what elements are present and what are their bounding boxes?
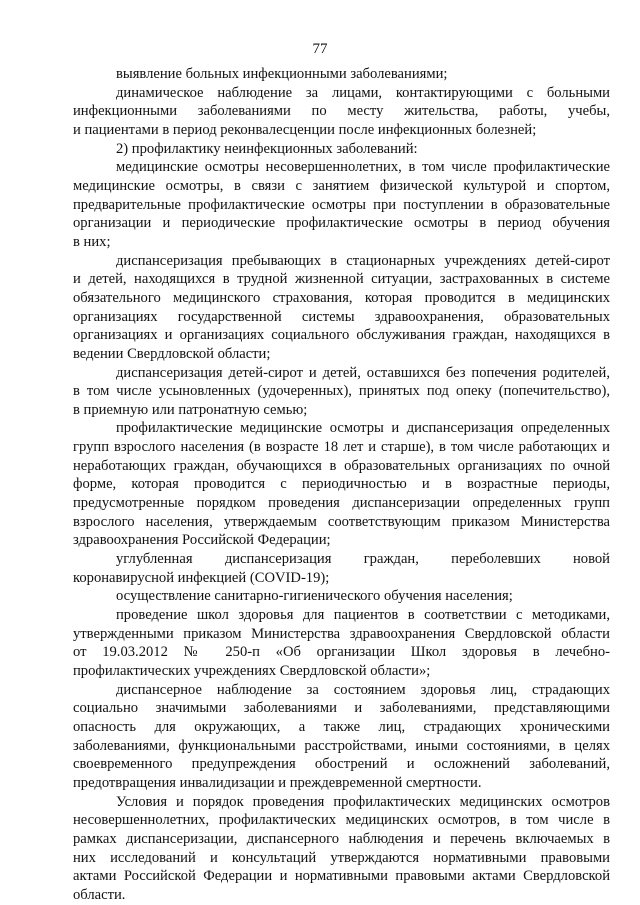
- paragraph-line: предотвращения инвалидизации и преждевременной смертности.: [73, 774, 482, 791]
- paragraph-line: обязательного медицинского страхования, которая проводится в медицинских: [73, 289, 610, 306]
- paragraph-line: осуществление санитарно-гигиенического обучения населения;: [116, 588, 513, 605]
- paragraph-line: заболеваниями, функциональными расстройствами, иными состояниями, в целях: [73, 737, 610, 754]
- paragraph: [73, 140, 610, 159]
- paragraph-line: предусмотренные порядком проведения диспансеризации определенных групп: [73, 495, 610, 512]
- paragraph: [73, 158, 610, 251]
- paragraph-line: организациях и организациях социального обслуживания граждан, находящихся в: [73, 327, 610, 344]
- paragraph: [73, 587, 610, 606]
- paragraph: [73, 65, 610, 84]
- paragraph-line: рамках диспансеризации, диспансерного наблюдения и перечень включаемых в: [73, 830, 610, 847]
- paragraph-line: профилактических учреждениях Свердловской области»;: [73, 663, 431, 679]
- paragraph: [73, 84, 610, 140]
- paragraph: [73, 793, 610, 905]
- paragraph-line: в приемную или патронатную семью;: [73, 401, 308, 418]
- paragraph-line: проведение школ здоровья для пациентов в соответствии с методиками,: [116, 607, 610, 624]
- paragraph-line: неработающих граждан, обучающихся в образовательных организациях по очной: [73, 457, 610, 474]
- paragraph-line: своевременного предупреждения обострений и осложнений заболеваний,: [73, 756, 610, 773]
- paragraph-line: предварительные профилактические осмотры при поступлении в образовательные: [73, 196, 610, 213]
- paragraph-line: в них;: [73, 233, 111, 250]
- paragraph-line: здравоохранения Российской Федерации;: [73, 532, 331, 549]
- paragraph-line: и пациентами в период реконвалесценции после инфекционных болезней;: [73, 121, 537, 138]
- paragraph: [73, 252, 610, 364]
- paragraph-line: в том числе усыновленных (удочеренных), принятых под опеку (попечительство),: [73, 383, 610, 400]
- paragraph-line: взрослого населения, утверждаемым соответствующим приказом Министерства: [73, 513, 610, 530]
- paragraph: [73, 681, 610, 793]
- paragraph-line: динамическое наблюдение за лицами, контактирующими с больными: [116, 84, 610, 101]
- paragraph-line: диспансеризация детей-сирот и детей, оставшихся без попечения родителей,: [116, 364, 610, 381]
- paragraph-line: Условия и порядок проведения профилактических медицинских осмотров: [116, 793, 610, 810]
- paragraph-line: утвержденными приказом Министерства здравоохранения Свердловской области: [73, 625, 610, 642]
- paragraph-line: от 19.03.2012 № 250-п «Об организации Школ здоровья в лечебно-: [73, 644, 610, 661]
- paragraph-line: социально значимыми заболеваниями и заболеваниями, представляющими: [73, 700, 610, 717]
- paragraph: [73, 550, 610, 587]
- paragraph-line: групп взрослого населения (в возрасте 18 лет и старше), в том числе работающих и: [73, 439, 610, 456]
- paragraph: [73, 364, 610, 420]
- page-number: 77: [312, 41, 328, 57]
- paragraph-line: диспансерное наблюдение за состоянием здоровья лиц, страдающих: [116, 681, 610, 698]
- paragraph-line: форме, которая проводится с периодичностью и в возрастные периоды,: [73, 476, 610, 493]
- paragraph: [73, 419, 610, 550]
- paragraph-line: коронавирусной инфекцией (COVID-19);: [73, 569, 330, 586]
- paragraph-line: ведении Свердловской области;: [73, 345, 271, 362]
- paragraph-line: медицинские осмотры, в связи с занятием физической культурой и спортом,: [73, 177, 610, 194]
- paragraph-line: организациях государственной системы здравоохранения, образовательных: [73, 308, 610, 325]
- paragraph: [73, 606, 610, 681]
- paragraph-line: области.: [73, 886, 126, 903]
- paragraph-line: организации и периодические профилактические осмотры в период обучения: [73, 215, 610, 232]
- paragraph-line: 2) профилактику неинфекционных заболеваний:: [116, 140, 418, 157]
- paragraph-line: несовершеннолетних, профилактических медицинских осмотров, в том числе в: [73, 812, 610, 829]
- paragraph-line: выявление больных инфекционными заболеваниями;: [116, 66, 448, 82]
- paragraph-line: инфекционными заболеваниями по месту жительства, работы, учебы,: [73, 103, 610, 120]
- paragraph-line: и детей, находящихся в трудной жизненной ситуации, застрахованных в системе: [73, 271, 610, 288]
- paragraph-line: диспансеризация пребывающих в стационарных учреждениях детей-сирот: [116, 252, 610, 269]
- paragraph-line: профилактические медицинские осмотры и диспансеризация определенных: [116, 420, 610, 437]
- paragraph-line: них исследований и консультаций утверждаются нормативными правовыми: [73, 849, 610, 866]
- paragraph-line: медицинские осмотры несовершеннолетних, в том числе профилактические: [116, 159, 610, 176]
- document-body: [73, 65, 610, 905]
- paragraph-line: углубленная диспансеризация граждан, переболевших новой: [116, 551, 610, 568]
- paragraph-line: актами Российской Федерации и нормативными правовыми актами Свердловской: [73, 868, 610, 885]
- paragraph-line: опасность для окружающих, а также лиц, страдающих хроническими: [73, 718, 610, 735]
